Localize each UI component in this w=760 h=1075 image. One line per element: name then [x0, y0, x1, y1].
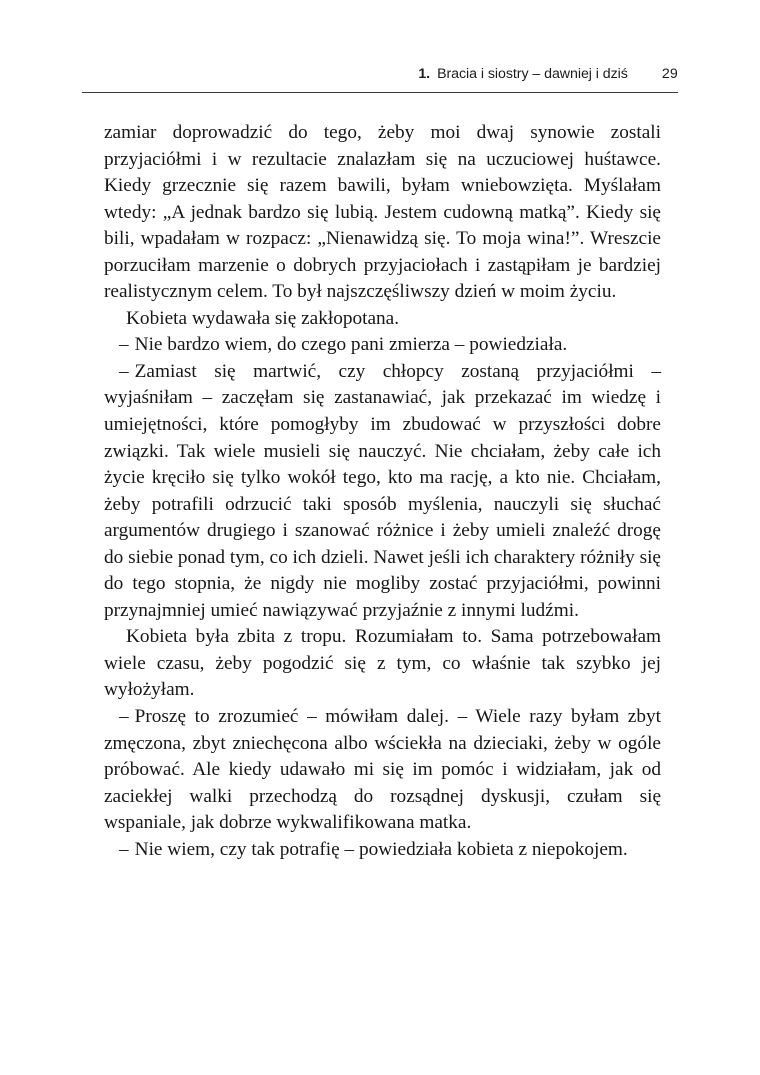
paragraph: Kobieta wydawała się zakłopotana.: [126, 307, 400, 329]
paragraph: [104, 704, 661, 837]
paragraph: Kobieta była zbita z tropu. Rozumiałam to. Sama potrzebowałam wiele czasu, żeby pogodzić się z tym, co właśnie tak szybko jej wyłożyłam.: [104, 626, 661, 701]
running-head-chapter-title: Bracia i siostry – dawniej i dziś: [437, 66, 628, 82]
paragraph-text: Zamiast się martwić, czy chłopcy zostaną przyjaciółmi – wyjaśniłam – zaczęłam się zastanawiać, jak przekazać im wiedzę i umiejętności, które pomogłyby im zbudować w przyszłości dobre związki. Tak wiele musieli się nauczyć. Nie chciałam, żeby całe ich życie kręciło się tylko wokół tego, kto ma rację, a kto nie. Chciałam, żeby potrafili odrzucić taki sposób myślenia, nauczyli się słuchać argumentów drugiego i szanować różnice i żeby umieli znaleźć drogę do siebie ponad tym, co ich dzieli. Nawet jeśli ich charaktery różniły się do tego stopnia, że nigdy nie mogliby zostać przyjaciółmi, powinni przynajmniej umieć nawiązywać przyjaźnie z innymi ludźmi.: [104, 360, 661, 621]
dialogue-dash: –: [119, 360, 129, 382]
running-head: [82, 66, 678, 82]
paragraph: [104, 837, 661, 864]
running-head-chapter-number: 1.: [418, 66, 431, 82]
header-divider: [82, 92, 678, 93]
dialogue-dash: –: [119, 706, 129, 728]
paragraph: [104, 332, 661, 359]
dialogue-dash: –: [119, 334, 129, 356]
page-number: 29: [661, 66, 678, 82]
paragraph-text: Nie bardzo wiem, do czego pani zmierza – powiedziała.: [134, 334, 568, 356]
paragraph: [104, 359, 661, 624]
body-text: [104, 120, 661, 863]
paragraph: zamiar doprowadzić do tego, żeby moi dwaj synowie zostali przyjaciółmi i w rezultacie znalazłam się na uczuciowej huśtawce. Kiedy grzecznie się razem bawili, byłam wniebowzięta. Myślałam wtedy: „A jednak bardzo się lubią. Jestem cudowną matką”. Kiedy się bili, wpadałam w rozpacz: „Nienawidzą się. To moja wina!”. Wreszcie porzuciłam marzenie o dobrych przyjaciołach i zastąpiłam je bardziej realistycznym celem. To był najszczęśliwszy dzień w moim życiu.: [104, 122, 661, 303]
dialogue-dash: –: [119, 838, 129, 860]
paragraph-text: Proszę to zrozumieć – mówiłam dalej. – Wiele razy byłam zbyt zmęczona, zbyt zniechęcona albo wściekła na dzieciaki, żeby w ogóle próbować. Ale kiedy udawało mi się im pomóc i widziałam, jak od zaciekłej walki przechodzą do rozsądnej dyskusji, czułam się wspaniale, jak dobrze wykwalifikowana matka.: [104, 706, 661, 834]
paragraph-text: Nie wiem, czy tak potrafię – powiedziała kobieta z niepokojem.: [134, 838, 628, 860]
